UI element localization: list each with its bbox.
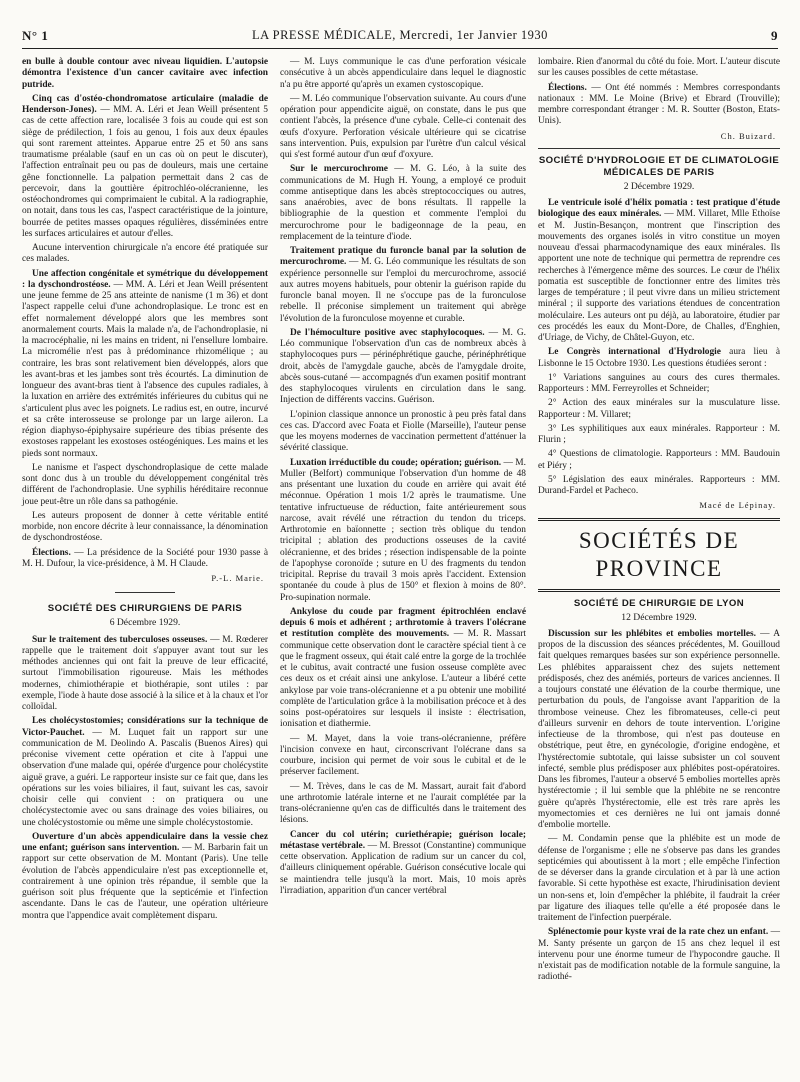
signature: Ch. Buizard. — [720, 130, 776, 141]
section-date: 2 Décembre 1929. — [623, 180, 695, 192]
paragraph: Le nanisme et l'aspect dyschondroplasique de cette malade sont donc dus à un trouble du développement congénital très différent de l'achondroplasie. Une syphilis héréditaire reconnue joue peut-être un rôle dans sa pathogénie. — [22, 462, 268, 507]
section-title: SOCIÉTÉ DES CHIRURGIENS DE PARIS — [47, 603, 243, 615]
divider — [538, 148, 780, 149]
article-cholecystostomies: Les cholécystostomies; considérations sur la technique de Victor-Pauchet. — M. Luquet fait un rapport sur une communication de M. Deolindo A. Pascalis (Buenos Aires) qui préconise vivement cette opération et cite à l'appui une observation d'une malade qui, opérée d'urgence pour cholécystite aiguë grave, a guéri. Le rapporteur insiste sur ce fait que, dans les opérations sur les voies biliaires, il faut, suivant les cas, savoir choisir celle qui convient : on pratiquera ou une cholécystectomie avec ou sans drainage des voies biliaires, ou une cholécystostomie ou même une simple cholécystostomie. — [22, 716, 268, 828]
paragraph: Les auteurs proposent de donner à cette véritable entité morbide, non encore décrite à leur connaissance, la dénomination de dyschondrostéose. — [22, 510, 268, 544]
article-tuberculoses: Sur le traitement des tuberculoses osseuses. — M. Rœderer rappelle que le traitement doit s'appuyer avant tout sur les méthodes anciennes qui ont fait la preuve de leur efficacité, surtout l'immobilisation rigoureuse. Mais les méthodes modernes, chimiothérapie et biothérapie, sont utiles : par exemple, l'iode à haute dose associé à la silice et à la chaux et l'or colloïdal. — [22, 634, 268, 712]
paragraph: — M. Trèves, dans le cas de M. Massart, aurait fait d'abord une arthrotomie latérale interne et ne l'aurait complétée par la trans-olécranienne qu'en cas de difficultés dans le traitement des lésions. — [280, 781, 526, 826]
paragraph: en bulle à double contour avec niveau liquidien. L'autopsie démontra l'existence d'un cancer cavitaire avec infection putride. — [22, 57, 268, 90]
issue-number: N° 1 — [22, 28, 49, 43]
list-item: 4° Questions de climatologie. Rapporteurs : MM. Baudouin et Piéry ; — [538, 449, 780, 471]
signature: Macé de Lépinay. — [699, 500, 776, 511]
paragraph: Aucune intervention chirurgicale n'a encore été pratiquée sur ces malades. — [22, 243, 268, 265]
masthead: LA PRESSE MÉDICALE, Mercredi, 1er Janvier 1930 — [252, 28, 548, 42]
section-date: 6 Décembre 1929. — [109, 617, 181, 629]
article-mercurochrome: Sur le mercurochrome — M. G. Léo, à la suite des communications de M. Hugh H. Young, a employé ce produit comme antiseptique dans les abcès streptococciques ou autres, sans anaérobies, avec de bons résultats. Il rappelle la bibliographie de la question et commente l'emploi du mercurochrome pour le badigeonnage de la peau, en remplacement de la teinture d'iode. — [280, 164, 526, 242]
paragraph: lombaire. Rien d'anormal du côté du foie. Mort. L'auteur discute sur les causes possibles de cette métastase. — [538, 57, 780, 79]
elections-paragraph: Élections. — La présidence de la Société pour 1930 passe à M. H. Dufour, la vice-présidence, à M. H Claude. — [22, 547, 268, 569]
list-item: 2° Action des eaux minérales sur la musculature lisse. Rapporteur : M. Villaret; — [538, 398, 780, 420]
column-3 — [538, 57, 780, 987]
article-osteochondromatose: Cinq cas d'ostéo-chondromatose articulaire (maladie de Henderson-Jones). — MM. A. Léri et Jean Weill présentent 5 cas de cette affection rare, localisée 3 fois au coude qui est son siège de prédilection, 1 fois au genou, 1 fois aux deux épaules qui sont rarement atteintes. Apparue entre 25 et 50 ans sans traumatisme préalable (sauf en un cas où on peut le discuter), l'affection entraînait peu ou pas de douleurs, mais une certaine gêne fonctionnelle. La palpation permettait dans 2 cas de percevoir, dans la gouttière épitrochléo-olécranienne, les ostéochondromes qui comprimaient le cubital. A la radiographie, on notait, dans tous les cas, l'aspect caractéristique de la jointure, bourrée de petites masses opaques régulières, disséminées entre les surfaces articulaires et autour d'elles. — [22, 93, 268, 239]
article-dyschondrosteose: Une affection congénitale et symétrique du développement : la dyschondrostéose. — MM. A. Léri et Jean Weill présentent une jeune femme de 25 ans atteinte de nanisme (1 m 36) et dont l'aspect rappelle celui d'une achondroplasique. Le tronc est en effet normalement développé alors que les membres sont anormalement courts. Mais la malade n'a, de l'achondroplasie, ni la macrocéphalie, ni les mains en trident, ni l'ensellure lombaire. La micromélie n'est pas à prédominance rhizomélique ; au contraire, les bras sont relativement bien développés, alors que les avant-bras et les jambes sont très écourtés. La diminution de longueur des avant-bras tient à l'absence des cupules radiales, à la luxation en arrière des extrémités inférieures du cubitus qui ne s'articulent plus avec les poignets. Le radius est, en outre, incurvé et sa crête interosseuse se prolonge par un large aileron. La région diaphyso-épiphysaire supérieure des tibias présente des exostoses rappelant les exostoses ostéogéniques. Les mains et les pieds sont normaux. — [22, 268, 269, 459]
article-congres-hydrologie: Le Congrès international d'Hydrologie aura lieu à Lisbonne le 15 Octobre 1930. Les questions étudiées seront : — [538, 347, 780, 369]
list-item: 5° Législation des eaux minérales. Rapporteurs : MM. Durand-Fardel et Pacheco. — [538, 474, 780, 496]
paragraph: — M. Condamin pense que la phlébite est un mode de défense de l'organisme ; elle ne s'observe pas dans les grandes septicémies qui aboutissent à la mort ; elle empêche l'infection de se déverser dans la grande circulation et à par là une action favorable. Si cette hypothèse est exacte, l'hirudinisation devient un non-sens et, loin d'empêcher la phlébite, il faudrait la créer par ligature des iliaques telle qu'elle a été proposée dans le traitement de l'infection puerpérale. — [538, 834, 780, 923]
column-1 — [22, 57, 268, 925]
article-hemoculture: De l'hémoculture positive avec staphylocoques. — M. G. Léo communique l'observation d'un cas de nombreux abcès à staphylocoques purs — périnéphrétique gauche, périnéphrétique droit, abcès de l'amygdale gauche, abcès de l'amygdale droite, abcès sous-cutané — accompagnés d'un examen positif montrant des staphylocoques virulents en circulation dans le sang. Injection de différents vaccins. Guérison. — [280, 327, 526, 406]
paragraph: — M. Luys communique le cas d'une perforation vésicale consécutive à un abcès appendiculaire dans lequel le diagnostic n'a pu être apporté qu'après un examen cystoscopique. — [280, 57, 526, 90]
big-section-title: SOCIÉTÉS DE PROVINCE — [578, 527, 740, 581]
article-furoncle: Traitement pratique du furoncle banal par la solution de mercurochrome. — M. G. Léo communique les résultats de son expérience personnelle sur l'emploi du mercurochrome, associé aux autres moyens habituels, pour obtenir la guérison rapide du furoncle banal moyen. Il ne s'occupe pas de la furonculose rebelle. Il préconise simplement un traitement qui abrège l'évolution de la furonculose moyenne et curable. — [280, 246, 526, 324]
article-abces-appendiculaire: Ouverture d'un abcès appendiculaire dans la vessie chez une enfant; guérison sans intervention. — M. Barbarin fait un rapport sur cette observation de M. Montant (Paris). Une telle évolution de l'abcès appendiculaire n'est pas exceptionnelle et, contrairement à une opinion très répandue, il semble que la guérison soit plus fréquente que la septicémie et l'infection ascendante. Dans le cas de l'auteur, une opération ultérieure montra que l'appendice avait complètement disparu. — [22, 831, 268, 921]
signature: P.-L. Marie. — [211, 573, 264, 583]
article-cancer-col: Cancer du col utérin; curiethérapie; guérison locale; métastase vertébrale. — M. Bressot (Constantine) communique cette observation. Application de radium sur un cancer du col, d'ailleurs cliniquement opérable. Guérison consécutive locale qui se maintiendra telle jusqu'à la mort. Mais, 10 mois après l'irradiation, apparition d'un cancer vertébral — [280, 829, 526, 896]
section-title: SOCIÉTÉ DE CHIRURGIE DE LYON — [573, 597, 745, 609]
page-header — [22, 28, 778, 49]
article-phlebites: Discussion sur les phlébites et embolies mortelles. — A propos de la discussion des séances précédentes, M. Gouilloud fait quelques remarques basées sur son expérience personnelle. Les phlébites apparaissent chez des sujets nettement prédisposés, chez des anémiés, porteurs de varices anciennes. Il a toujours constaté une élévation de la courbe thermique, une perturbation du pouls, de l'angoisse avant l'apparition de la thrombose veineuse. Chez les fibromateuses, celle-ci peut d'ailleurs survenir en dehors de toute intervention. L'origine infectieuse de la thrombose, qui n'est pas douteuse en obstétrique, peut être, en gynécologie, d'origine endogène, et l'hystérectomie subtotale, qui laisse subsister un col souvent infecté, semble plus prédisposer aux phlébites post-opératoires. Dans les fibromes, l'auteur a observé 5 embolies mortelles après hystérectomie ; il lui semble que la phlébite ne se rencontre guère qu'après l'hystérectomie, elle est très rare après les myomectomies et ces dernières ne lui ont jamais donné d'embolie mortelle. — [538, 628, 780, 830]
page-number: 9 — [771, 28, 778, 43]
list-item: 1° Variations sanguines au cours des cures thermales. Rapporteurs : MM. Ferreyrolles et Schneider; — [538, 372, 780, 394]
article-luxation-coude: Luxation irréductible du coude; opération; guérison. — M. Muller (Belfort) communique l'observation d'un homme de 48 ans présentant une luxation du coude en arrière qui avait été méconnue. Opération 1 mois 1/2 après le traumatisme. Une tentative infructueuse de réduction, faite antérieurement sous narcose, avait révélé une rétraction du tendon du triceps. Arthrotomie en baïonnette ; section très oblique du tendon tricipital ; ablation des productions osseuses de la cavité olécranienne, et des brides ; résection indispensable de la pointe de l'apophyse coronoïde ; suture en U des fragments du tendon tricipital. Reprise du travail 3 mois après l'accident. Extension spontanée du coude à plus de 150° et flexion à moins de 80°. Pro-supination normale. — [280, 457, 526, 603]
article-splenectomie: Splénectomie pour kyste vrai de la rate chez un enfant. — M. Santy présente un garçon de 15 ans chez lequel il est intervenu pour une énorme tumeur de l'hypocondre gauche. Il n'existait pas de modification notable de la formule sanguine, la radiothé- — [538, 927, 781, 983]
section-date: 12 Décembre 1929. — [621, 611, 697, 623]
divider — [538, 589, 780, 592]
column-2 — [280, 57, 526, 900]
article-helix-pomatia: Le ventricule isolé d'hélix pomatia : test pratique d'étude biologique des eaux minérales. — MM. Villaret, Mlle Ethoïse et M. Justin-Besançon, montrent que l'inscription des mouvements des organes isolés in vitro constitue un moyen nouveau d'essai pharmacodynamique des eaux minérales. Ils apportent une note de technique qui permettra de reprendre ces recherches à l'émergence même des sources. Le cœur de l'hélix pomatia est susceptible de fonctionner entre des limites très larges de température ; il peut vivre dans un milieu strictement minéral ; il supporte des variations étendues de concentration moléculaire. Les auteurs ont pu déjà, au laboratoire, étudier par ces procédés les eaux du Mont-Dore, de Challes, d'Enghien, d'Uriage, de Vichy, de Châtel-Guyon, etc. — [538, 198, 780, 343]
divider — [115, 592, 175, 593]
divider — [538, 518, 780, 521]
list-item: 3° Les syphilitiques aux eaux minérales. Rapporteur : M. Flurin ; — [538, 423, 780, 445]
paragraph: L'opinion classique annonce un pronostic à peu près fatal dans ces cas. D'accord avec Foata et Fiolle (Marseille), l'auteur pense que les moyens modernes de vaccination permettent d'atténuer la sévérité classique. — [280, 409, 526, 454]
section-title: SOCIÉTÉ D'HYDROLOGIE ET DE CLIMATOLOGIE MÉDICALES DE PARIS — [538, 154, 780, 178]
elections-paragraph: Élections. — Ont été nommés : Membres correspondants nationaux : MM. Le Moine (Brive) et Ebrard (Trouville); membre correspondant étranger : M. R. Soutter (Boston, Etats-Unis). — [538, 82, 780, 127]
paragraph: — M. Léo communique l'observation suivante. Au cours d'une opération pour appendicite aiguë, on constate, dans le pus que contient l'abcès, la présence d'une cybale. Celle-ci contenait des œufs d'oxyure. Perforation vésicale ultérieure qui se cicatrise sans intervention. Puis, expulsion par l'urètre d'un calcul vésical qui s'est formé autour d'un œuf d'oxyure. — [280, 93, 526, 160]
paragraph: — M. Mayet, dans la voie trans-olécranienne, préfère l'incision convexe en haut, circonscrivant l'olécrane dans sa courbure, incision qui permet de voir sous le cubital et de le préserver facilement. — [280, 733, 526, 778]
article-ankylose-coude: Ankylose du coude par fragment épitrochléen enclavé depuis 6 mois et adhérent ; arthrotomie à travers l'olécrane et restitution complète des mouvements. — M. R. Massart communique cette observation dont le caractère spécial tient à ce que le fragment osseux, qui était calé entre la gorge de la trochlée et le cubitus, avait contracté une fusion osseuse complète avec ces deux os et créait ainsi une ankylose. L'auteur a libéré cette ankylose par voie trans-olécranienne et a pu obtenir une mobilité complète de l'articulation grâce à la mobilisation précoce et à des soins post-opératoires sur lesquels il insiste : électrisation, ionisation et diathermie. — [280, 606, 526, 730]
